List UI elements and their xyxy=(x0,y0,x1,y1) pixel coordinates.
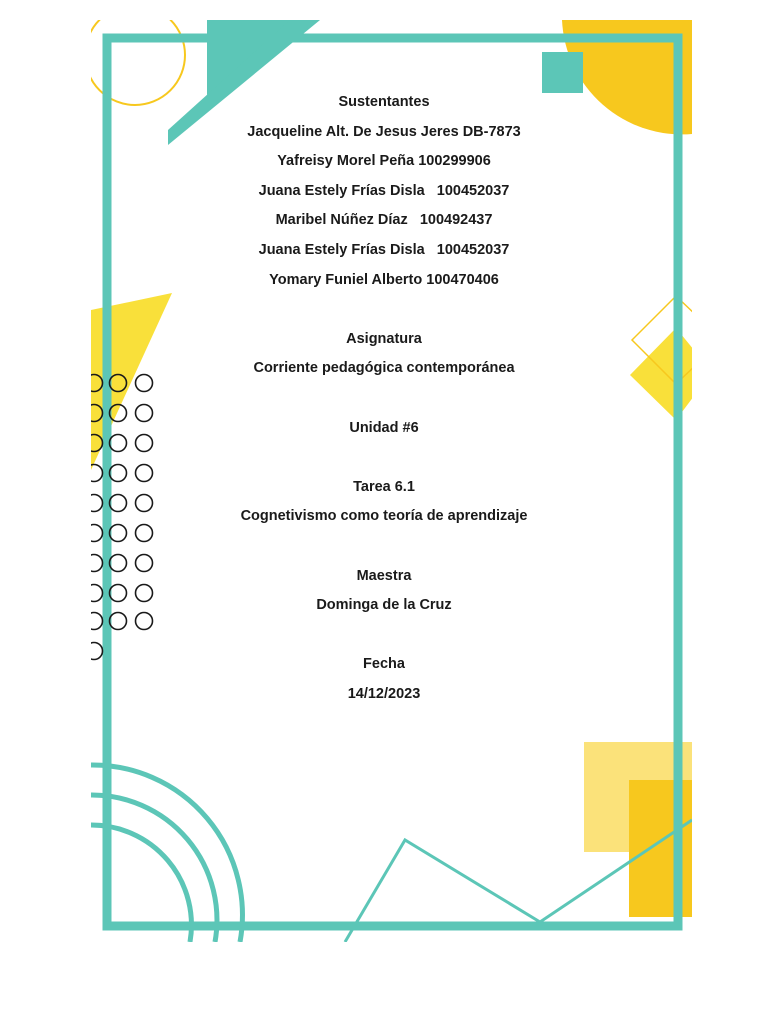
presenter-name: Jacqueline Alt. De Jesus Jeres DB-7873 xyxy=(247,123,521,140)
cover-text xyxy=(150,88,618,709)
task-heading: Tarea 6.1 xyxy=(353,478,415,495)
bottom-edge-mask xyxy=(0,942,768,1024)
yellow-square xyxy=(629,780,692,917)
presenter-name: Juana Estely Frías Disla 100452037 xyxy=(258,241,510,258)
presenters-heading: Sustentantes xyxy=(338,94,430,110)
arc-lines xyxy=(91,765,242,942)
presenter-name: Maribel Núñez Díaz 100492437 xyxy=(275,212,493,229)
date-value: 14/12/2023 xyxy=(347,685,421,702)
teal-square xyxy=(542,52,583,93)
presenter-name: Yomary Funiel Alberto 100470406 xyxy=(269,271,499,288)
right-edge-mask xyxy=(692,0,768,1024)
subject-value: Corriente pedagógica contemporánea xyxy=(253,360,515,377)
task-value: Cognetivismo como teoría de aprendizaje xyxy=(240,508,528,525)
presenter-name: Yafreisy Morel Peña 100299906 xyxy=(277,153,491,170)
subject-heading: Asignatura xyxy=(346,330,422,347)
teacher-value: Dominga de la Cruz xyxy=(316,597,452,614)
teacher-heading: Maestra xyxy=(356,567,412,584)
top-edge-mask xyxy=(0,0,768,20)
unit-heading: Unidad #6 xyxy=(349,419,419,436)
left-edge-mask xyxy=(0,0,91,1024)
date-heading: Fecha xyxy=(363,656,405,673)
presenter-name: Juana Estely Frías Disla 100452037 xyxy=(258,182,510,199)
